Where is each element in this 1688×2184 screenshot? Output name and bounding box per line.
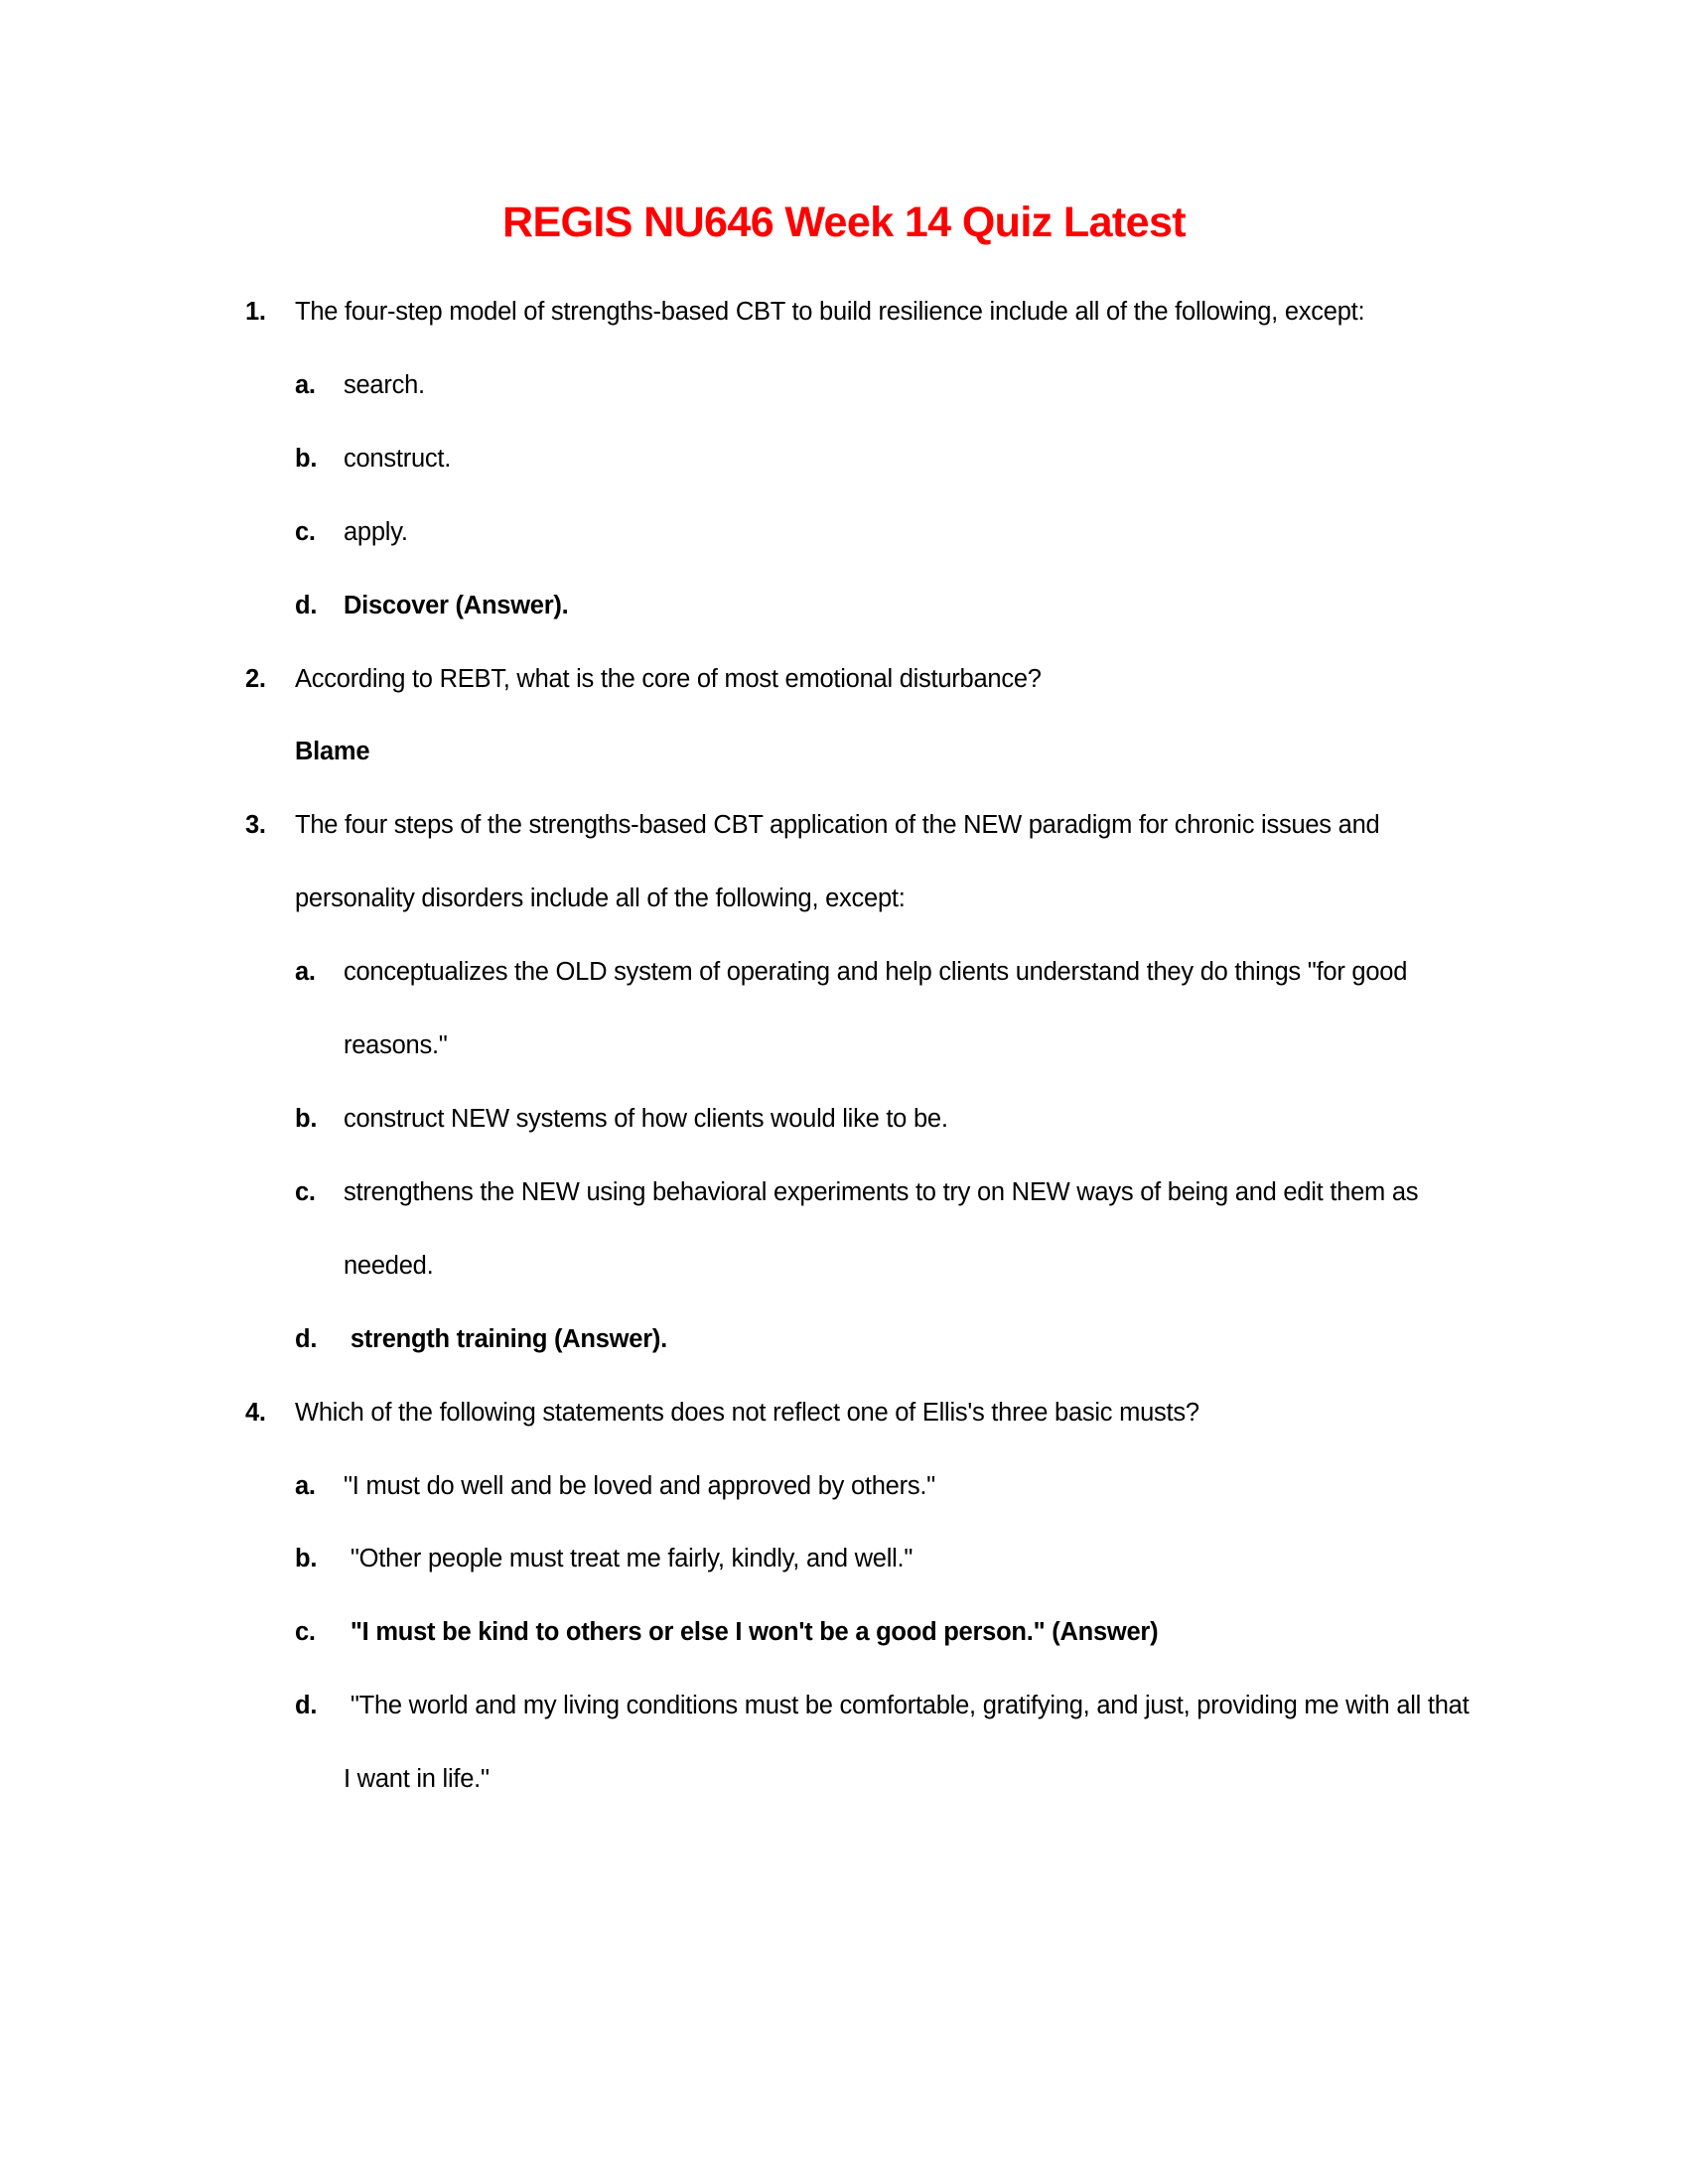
answer-option [295,349,1481,423]
question-text: According to REBT, what is the core of most emotional disturbance? [295,664,1042,693]
option-letter: a. [295,370,316,399]
option-letter: a. [295,1471,316,1500]
option-letter: b. [295,1545,318,1573]
question-text: Which of the following statements does not reflect one of Ellis's three basic musts? [295,1398,1199,1427]
option-letter: b. [295,1104,318,1133]
question-number: 3. [245,811,266,840]
option-letter: a. [295,958,316,987]
option-text: Discover (Answer). [344,591,569,619]
option-text: construct NEW systems of how clients would like to be. [344,1104,948,1133]
option-letter: b. [295,444,318,473]
question-number: 2. [245,664,266,693]
option-text: strength training (Answer). [344,1324,667,1353]
option-letter: d. [295,1692,318,1720]
option-text: "I must be kind to others or else I won't be a good person." (Answer) [344,1618,1159,1647]
question-3 [245,789,1481,936]
option-letter: c. [295,1177,316,1206]
option-text: "The world and my living conditions must be comfortable, gratifying, and just, providing me with all that I want in life." [344,1692,1477,1794]
option-text: apply. [344,517,408,546]
option-text: "I must do well and be loved and approved by others." [344,1471,935,1500]
question-number: 1. [245,298,266,326]
option-text: "Other people must treat me fairly, kindly, and well." [344,1545,914,1573]
quiz-content [245,276,1481,1817]
option-letter: d. [295,1324,318,1353]
option-text: conceptualizes the OLD system of operating and help clients understand they do things "for good reasons." [344,958,1414,1060]
answer-option [295,496,1481,570]
answer-text: Blame [295,738,370,766]
question-1 [245,276,1481,349]
option-text: construct. [344,444,452,473]
question-text: The four steps of the strengths-based CBT application of the NEW paradigm for chronic issues and personality disorders include all of the following, except: [295,811,1380,913]
option-text: strengthens the NEW using behavioral experiments to try on NEW ways of being and edit them as needed. [344,1177,1426,1280]
answer-option [295,1450,1481,1524]
answer-option [295,936,1481,1083]
option-letter: c. [295,1618,316,1647]
option-letter: d. [295,591,318,619]
answer-option [295,1523,1481,1596]
answer-option [295,1596,1481,1670]
document-title: REGIS NU646 Week 14 Quiz Latest [502,199,1186,246]
question-number: 4. [245,1398,266,1427]
answer-option [295,1157,1481,1303]
answer-option [295,570,1481,643]
option-letter: c. [295,517,316,546]
answer-option [295,423,1481,496]
answer-option [295,1083,1481,1157]
answer-option [295,1303,1481,1377]
question-4 [245,1377,1481,1450]
answer-option [295,1670,1481,1817]
question-text: The four-step model of strengths-based CBT to build resilience include all of the following, except: [295,298,1365,326]
question-2 [245,643,1481,717]
option-text: search. [344,370,425,399]
